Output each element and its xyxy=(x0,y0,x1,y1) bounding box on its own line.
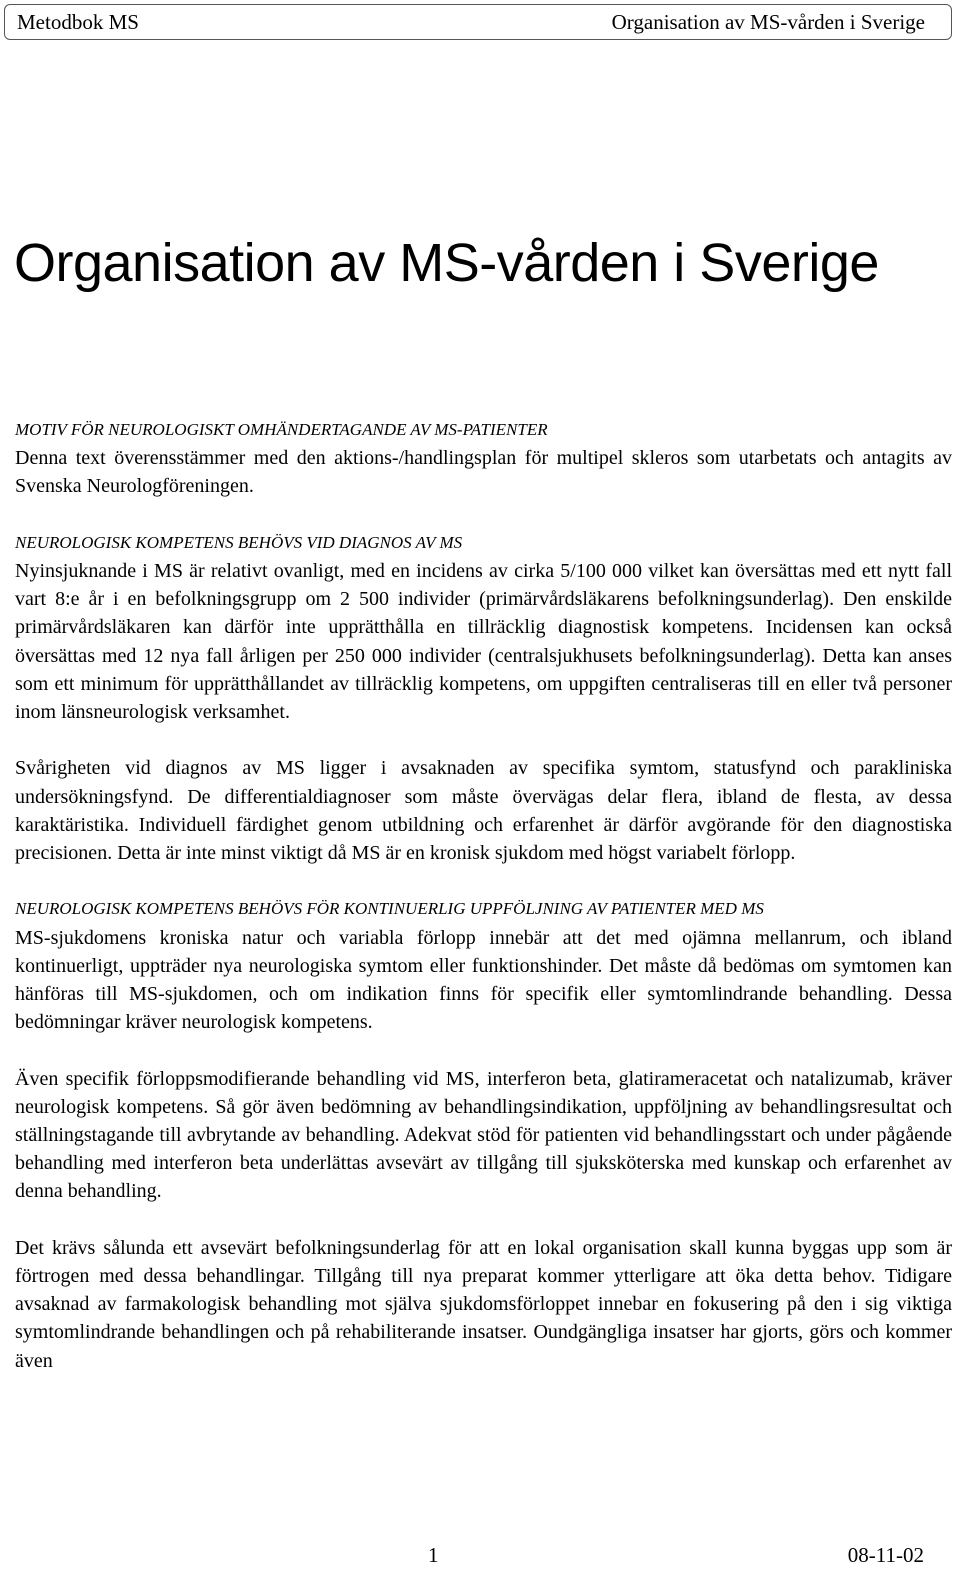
footer-date: 08-11-02 xyxy=(847,1543,924,1567)
paragraph: Nyinsjuknande i MS är relativt ovanligt, med en incidens av cirka 5/100 000 vilket kan översättas med ett nytt fall vart 8:e år i en befolkningsgrupp om 2 500 individer (primärvårdsläkarens befolkningsunderlag). Den enskilde primärvårdsläkaren kan därför inte upprätthålla en tillräcklig diagnostisk kompetens. Incidensen kan också översättas med 12 nya fall årligen per 250 000 individer (centralsjukhusets befolkningsunderlag). Detta kan anses som ett minimum för upprätthållandet av tillräcklig kompetens, om uppgiften centraliseras till en eller två personer inom länsneurologisk verksamhet. xyxy=(15,560,952,724)
header-chapter-name: Organisation av MS-vården i Sverige xyxy=(611,9,925,34)
section-motiv xyxy=(15,416,952,501)
document-body xyxy=(15,416,952,1375)
paragraph: MS-sjukdomens kroniska natur och variabla förlopp innebär att det med ojämna mellanrum, och ibland kontinuerligt, uppträder nya neurologiska symtom eller funktionshinder. Det måste då bedömas om symtomen kan hänföras till MS-sjukdomen, och om indikation finns för specifik eller symtomlindrande behandling. Dessa bedömningar kräver neurologisk kompetens. xyxy=(15,926,952,1034)
paragraph: Det krävs sålunda ett avsevärt befolkningsunderlag för att en lokal organisation skall kunna byggas upp som är förtrogen med dessa behandlingar. Tillgång till nya preparat kommer ytterligare att öka detta behov. Tidigare avsaknad av farmakologisk behandling mot själva sjukdomsförloppet innebar en fokusering på den i sig viktiga symtomlindrande behandlingen och på rehabiliterande insatser. Oundgängliga insatser har gjorts, görs och kommer även xyxy=(15,1236,952,1372)
section-diagnos xyxy=(15,529,952,867)
section-heading: MOTIV FÖR NEUROLOGISKT OMHÄNDERTAGANDE AV MS-PATIENTER xyxy=(15,420,548,439)
page-title: Organisation av MS-vården i Sverige xyxy=(14,233,879,293)
section-heading: NEUROLOGISK KOMPETENS BEHÖVS FÖR KONTINUERLIG UPPFÖLJNING AV PATIENTER MED MS xyxy=(15,899,764,919)
page-footer xyxy=(0,1543,960,1573)
paragraph: Även specifik förloppsmodifierande behandling vid MS, interferon beta, glatirameracetat och natalizumab, kräver neurologisk kompetens. Så gör även bedömning av behandlingsindikation, uppföljning av behandlingsresultat och ställningstagande till avbrytande av behandling. Adekvat stöd för patienten vid behandlingsstart och under pågående behandling med interferon beta underlättas avsevärt av tillgång till sjuksköterska med kunskap och erfarenhet av denna behandling. xyxy=(15,1067,952,1203)
header-doc-name: Metodbok MS xyxy=(17,9,139,34)
page-header xyxy=(4,4,952,40)
paragraph: Svårigheten vid diagnos av MS ligger i avsaknaden av specifika symtom, statusfynd och parakliniska undersökningsfynd. De differentialdiagnoser som måste övervägas delar flera, ibland de flesta, av dessa karaktäristika. Individuell färdighet genom utbildning och erfarenhet är därför avgörande för den diagnostiska precisionen. Detta är inte minst viktigt då MS är en kronisk sjukdom med högst variabelt förlopp. xyxy=(15,757,952,865)
section-heading: NEUROLOGISK KOMPETENS BEHÖVS VID DIAGNOS AV MS xyxy=(15,532,463,552)
page-number: 1 xyxy=(428,1543,439,1567)
section-uppfoljning xyxy=(15,895,952,1374)
paragraph: Denna text överensstämmer med den aktions-/handlingsplan för multipel skleros som utarbetats och antagits av Svenska Neurologföreningen. xyxy=(15,447,952,498)
